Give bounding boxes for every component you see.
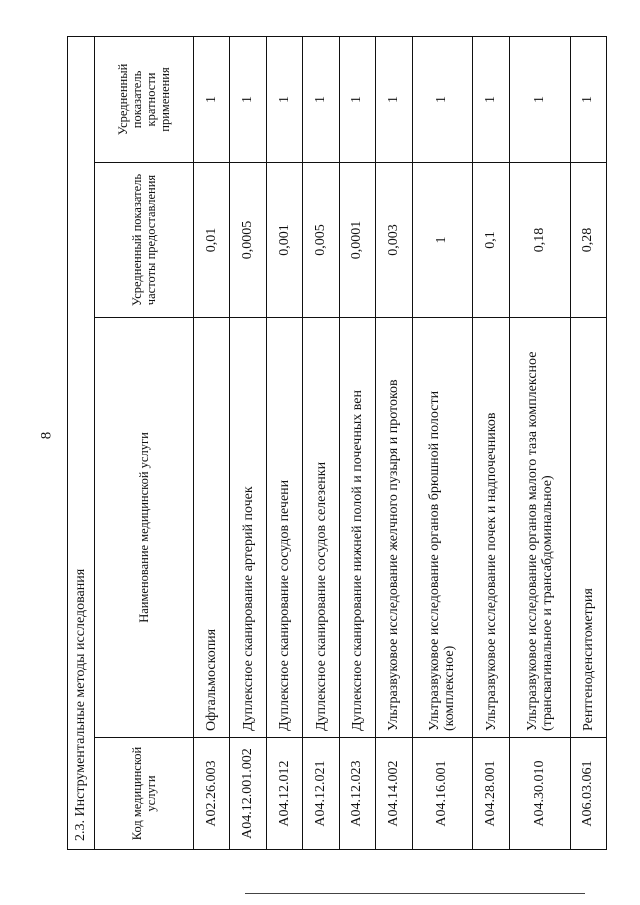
service-name: Ультразвуковое исследование почек и надпочечников [473, 318, 509, 738]
service-frequency: 0,1 [473, 163, 509, 318]
service-name: Дуплексное сканирование сосудов печени [266, 318, 302, 738]
services-table [67, 36, 607, 850]
service-multiplicity: 1 [412, 36, 473, 162]
services-table-rotated [67, 37, 607, 850]
service-multiplicity: 1 [266, 36, 302, 162]
header-frequency: Усредненный показатель частоты предоставления [95, 163, 194, 318]
table-row [473, 36, 509, 849]
service-code: A04.12.021 [303, 738, 339, 850]
service-name: Ультразвуковое исследование желчного пузыря и протоков [376, 318, 412, 738]
service-name: Ультразвуковое исследование органов малого таза комплексное (трансвагинальное и трансабдоминальное) [509, 318, 570, 738]
caption-row [68, 36, 95, 849]
service-code: A04.16.001 [412, 738, 473, 850]
header-name: Наименование медицинской услуги [95, 318, 194, 738]
service-multiplicity: 1 [376, 36, 412, 162]
service-code: A04.12.023 [339, 738, 375, 850]
service-frequency: 0,005 [303, 163, 339, 318]
section-caption: 2.3. Инструментальные методы исследования [68, 36, 95, 849]
service-frequency: 0,0005 [230, 163, 266, 318]
service-multiplicity: 1 [339, 36, 375, 162]
header-row [95, 36, 194, 849]
service-frequency: 0,0001 [339, 163, 375, 318]
header-multiplicity: Усредненный показатель кратности применения [95, 36, 194, 162]
service-code: A04.12.001.002 [230, 738, 266, 850]
service-code: A06.03.061 [570, 738, 606, 850]
table-row [194, 36, 230, 849]
service-frequency: 0,18 [509, 163, 570, 318]
table-row [339, 36, 375, 849]
service-frequency: 0,28 [570, 163, 606, 318]
table-row [412, 36, 473, 849]
table-row [570, 36, 606, 849]
table-row [509, 36, 570, 849]
service-code: A04.30.010 [509, 738, 570, 850]
service-name: Дуплексное сканирование нижней полой и почечных вен [339, 318, 375, 738]
service-multiplicity: 1 [570, 36, 606, 162]
service-frequency: 0,001 [266, 163, 302, 318]
service-name: Дуплексное сканирование артерий почек [230, 318, 266, 738]
service-code: A04.28.001 [473, 738, 509, 850]
table-row [303, 36, 339, 849]
service-multiplicity: 1 [230, 36, 266, 162]
scan-edge-line [245, 893, 585, 894]
service-multiplicity: 1 [473, 36, 509, 162]
service-multiplicity: 1 [194, 36, 230, 162]
service-name: Офтальмоскопия [194, 318, 230, 738]
table-row [266, 36, 302, 849]
service-code: A02.26.003 [194, 738, 230, 850]
service-frequency: 0,003 [376, 163, 412, 318]
service-code: A04.12.012 [266, 738, 302, 850]
service-name: Дуплексное сканирование сосудов селезенки [303, 318, 339, 738]
service-multiplicity: 1 [303, 36, 339, 162]
page-number: 8 [38, 431, 55, 440]
header-code: Код медицинской услуги [95, 738, 194, 850]
table-row [376, 36, 412, 849]
service-name: Ультразвуковое исследование органов брюшной полости (комплексное) [412, 318, 473, 738]
table-row [230, 36, 266, 849]
service-code: A04.14.002 [376, 738, 412, 850]
service-name: Рентгеноденситометрия [570, 318, 606, 738]
service-frequency: 0,01 [194, 163, 230, 318]
service-multiplicity: 1 [509, 36, 570, 162]
service-frequency: 1 [412, 163, 473, 318]
